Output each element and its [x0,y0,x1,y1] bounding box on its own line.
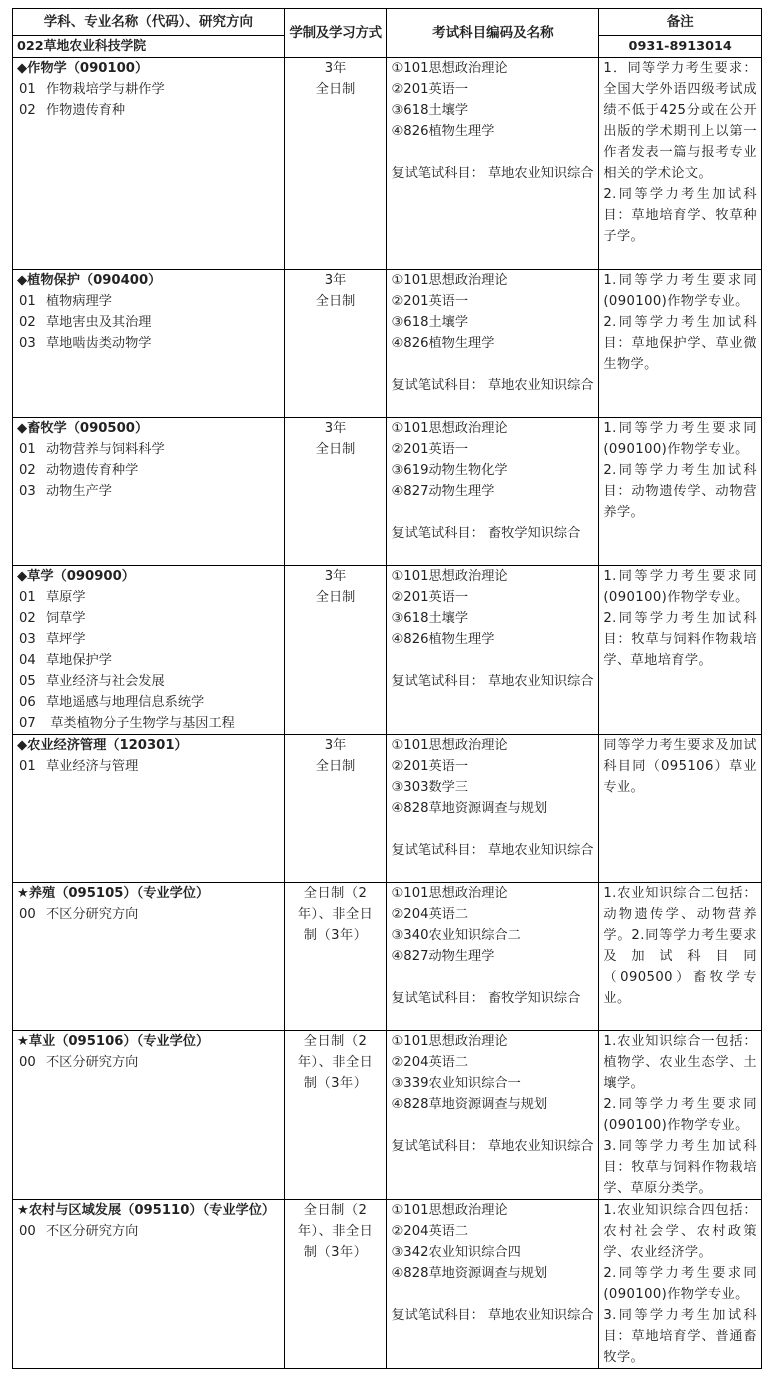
exam-subject: ①101思想政治理论 [391,421,508,436]
remarks [599,1200,762,1369]
direction-code: 02 [19,611,36,626]
direction-code: 04 [19,653,36,668]
direction-code: 01 [19,82,36,97]
exam-subject: ②201英语一 [391,294,469,309]
remarks [599,883,762,1031]
exam-subject: ①101思想政治理论 [391,886,508,901]
exam-subject: ④828草地资源调查与规划 [391,1266,548,1281]
direction-label: 草地啮齿类动物学 [46,336,152,351]
program-name: ★草业（095106）（专业学位） [17,1034,210,1049]
exam-subject: ②204英语二 [391,1224,469,1239]
study-mode [284,418,387,566]
study-mode-text: 全日制 [315,759,356,774]
direction-code: 03 [19,484,36,499]
study-mode [284,883,387,1031]
research-direction [17,629,280,650]
program-cell [13,1031,285,1200]
college-phone: 0931-8913014 [599,36,762,58]
exam-subjects [387,58,599,270]
exam-subject: ③619动物生物化学 [391,463,508,478]
exam-subjects [387,418,599,566]
exam-subject: ③339农业知识综合一 [391,1076,521,1091]
program-cell [13,883,285,1031]
program-name: ◆农业经济管理（120301） [17,738,188,753]
direction-code: 07 [19,716,36,731]
research-direction [17,692,280,713]
exam-subject: ③342农业知识综合四 [391,1245,521,1260]
direction-code: 01 [19,294,36,309]
remark-line: 1.同等学力考生要求同(090100)作物学专业。 [603,569,757,605]
direction-code: 00 [19,907,36,922]
exam-subjects [387,735,599,883]
program-row [13,58,762,270]
study-mode-text: 全日制（2年）、非全日制（3年） [297,1034,374,1091]
program-cell [13,58,285,270]
program-row [13,1200,762,1369]
study-mode [284,1031,387,1200]
exam-subject: ②204英语二 [391,907,469,922]
retest-subject: 复试笔试科目： 草地农业知识综合 [391,674,594,689]
research-direction [17,291,280,312]
study-mode-text: 全日制 [315,590,356,605]
research-direction [17,904,280,925]
college-name: 022草地农业科技学院 [13,36,285,58]
exam-subject: ④826植物生理学 [391,124,495,139]
exam-subjects [387,566,599,735]
direction-label: 草类植物分子生物学与基因工程 [46,716,235,731]
direction-label: 动物生产学 [46,484,112,499]
research-direction [17,333,280,354]
research-direction [17,650,280,671]
direction-code: 01 [19,590,36,605]
exam-subject: ③340农业知识综合二 [391,928,521,943]
header-exam-subjects: 考试科目编码及名称 [387,9,599,58]
remarks [599,58,762,270]
program-row [13,270,762,418]
exam-subject: ②204英语二 [391,1055,469,1070]
study-mode-text: 3年 [324,569,347,584]
retest-subject: 复试笔试科目： 草地农业知识综合 [391,378,594,393]
direction-code: 00 [19,1224,36,1239]
direction-label: 草业经济与管理 [46,759,139,774]
direction-code: 01 [19,759,36,774]
research-direction [17,1221,280,1242]
direction-code: 02 [19,103,36,118]
remark-line: 同等学力考生要求及加试科目同（095106）草业专业。 [603,738,757,795]
research-direction [17,671,280,692]
program-name: ◆畜牧学（090500） [17,421,149,436]
remarks [599,1031,762,1200]
study-mode [284,566,387,735]
remark-line: 2.同等学力考生加试科目：草地培育学、牧草种子学。 [603,187,757,244]
exam-subject: ③618土壤学 [391,315,469,330]
exam-subject: ③618土壤学 [391,611,469,626]
direction-code: 05 [19,674,36,689]
program-cell [13,418,285,566]
remark-line: 1.农业知识综合二包括：动物遗传学、动物营养学。2.同等学力考生要求及加试科目同（090500）畜牧学专业。 [603,886,757,1006]
program-cell [13,566,285,735]
research-direction [17,713,280,734]
direction-label: 动物遗传育种学 [46,463,139,478]
remark-line: 1.同等学力考生要求同(090100)作物学专业。 [603,273,757,309]
remarks [599,270,762,418]
exam-subject: ①101思想政治理论 [391,569,508,584]
direction-label: 饲草学 [46,611,86,626]
program-row [13,418,762,566]
exam-subjects [387,883,599,1031]
study-mode-text: 3年 [324,273,347,288]
retest-subject: 复试笔试科目： 草地农业知识综合 [391,843,594,858]
program-name: ◆作物学（090100） [17,61,149,76]
remark-line: 1.同等学力考生要求同(090100)作物学专业。 [603,421,757,457]
direction-code: 03 [19,336,36,351]
research-direction [17,79,280,100]
remark-line: 2.同等学力考生加试科目：动物遗传学、动物营养学。 [603,463,757,520]
research-direction [17,100,280,121]
header-program: 学科、专业名称（代码）、研究方向 [13,9,285,36]
retest-subject: 复试笔试科目： 畜牧学知识综合 [391,526,581,541]
direction-label: 草地害虫及其治理 [46,315,152,330]
research-direction [17,460,280,481]
direction-label: 动物营养与饲料科学 [46,442,165,457]
direction-label: 草原学 [46,590,86,605]
exam-subject: ①101思想政治理论 [391,1034,508,1049]
exam-subject: ④826植物生理学 [391,632,495,647]
direction-label: 草地保护学 [46,653,112,668]
remarks [599,566,762,735]
research-direction [17,587,280,608]
exam-subject: ②201英语一 [391,590,469,605]
research-direction [17,481,280,502]
exam-subject: ③618土壤学 [391,103,469,118]
exam-subject: ②201英语一 [391,82,469,97]
remarks [599,418,762,566]
program-cell [13,270,285,418]
research-direction [17,608,280,629]
direction-label: 不区分研究方向 [46,1224,139,1239]
exam-subject: ①101思想政治理论 [391,273,508,288]
study-mode [284,270,387,418]
exam-subjects [387,270,599,418]
direction-code: 00 [19,1055,36,1070]
direction-label: 草业经济与社会发展 [46,674,165,689]
program-cell [13,1200,285,1369]
exam-subject: ①101思想政治理论 [391,738,508,753]
enrollment-table [12,8,762,1369]
remark-line: 3.同等学力考生加试科目：草地培育学、普通畜牧学。 [603,1308,757,1365]
direction-code: 02 [19,315,36,330]
direction-code: 02 [19,463,36,478]
program-row [13,566,762,735]
direction-label: 作物栽培学与耕作学 [46,82,165,97]
program-row [13,883,762,1031]
exam-subject: ②201英语一 [391,442,469,457]
research-direction [17,1052,280,1073]
program-row [13,1031,762,1200]
study-mode-text: 全日制 [315,442,356,457]
study-mode-text: 3年 [324,421,347,436]
header-study-mode: 学制及学习方式 [284,9,387,58]
exam-subjects [387,1200,599,1369]
program-row [13,735,762,883]
remark-line: 2.同等学力考生加试科目：牧草与饲料作物栽培学、草地培育学。 [603,611,757,668]
remark-line: 1．同等学力考生要求：全国大学外语四级考试成绩不低于425分或在公开出版的学术期刊上以第一作者发表一篇与报考专业相关的学术论文。 [603,61,757,181]
remark-line: 1.农业知识综合四包括：农村社会学、农村政策学、农业经济学。 [603,1203,757,1260]
direction-code: 06 [19,695,36,710]
direction-code: 03 [19,632,36,647]
remark-line: 2.同等学力考生要求同(090100)作物学专业。 [603,1266,757,1302]
program-name: ◆植物保护（090400） [17,273,162,288]
direction-label: 草坪学 [46,632,86,647]
retest-subject: 复试笔试科目： 畜牧学知识综合 [391,991,581,1006]
remarks [599,735,762,883]
study-mode-text: 全日制 [315,82,356,97]
retest-subject: 复试笔试科目： 草地农业知识综合 [391,166,594,181]
study-mode-text: 全日制（2年）、非全日制（3年） [297,886,374,943]
research-direction [17,439,280,460]
research-direction [17,312,280,333]
exam-subject: ④827动物生理学 [391,484,495,499]
exam-subject: ④826植物生理学 [391,336,495,351]
exam-subject: ④828草地资源调查与规划 [391,801,548,816]
study-mode [284,58,387,270]
exam-subject: ④827动物生理学 [391,949,495,964]
remark-line: 3.同等学力考生加试科目：牧草与饲料作物栽培学、草原分类学。 [603,1139,757,1196]
research-direction [17,756,280,777]
study-mode-text: 3年 [324,61,347,76]
retest-subject: 复试笔试科目： 草地农业知识综合 [391,1139,594,1154]
exam-subject: ②201英语一 [391,759,469,774]
study-mode-text: 全日制 [315,294,356,309]
study-mode [284,735,387,883]
direction-label: 草地遥感与地理信息系统学 [46,695,205,710]
program-name: ★农村与区域发展（095110）（专业学位） [17,1203,276,1218]
study-mode-text: 全日制（2年）、非全日制（3年） [297,1203,374,1260]
exam-subjects [387,1031,599,1200]
exam-subject: ①101思想政治理论 [391,61,508,76]
remark-line: 2.同等学力考生加试科目：草地保护学、草业微生物学。 [603,315,757,372]
direction-label: 植物病理学 [46,294,112,309]
direction-label: 作物遗传育种 [46,103,126,118]
direction-code: 01 [19,442,36,457]
program-name: ★养殖（095105）（专业学位） [17,886,210,901]
direction-label: 不区分研究方向 [46,1055,139,1070]
exam-subject: ④828草地资源调查与规划 [391,1097,548,1112]
program-cell [13,735,285,883]
retest-subject: 复试笔试科目： 草地农业知识综合 [391,1308,594,1323]
remark-line: 1.农业知识综合一包括：植物学、农业生态学、土壤学。 [603,1034,757,1091]
study-mode [284,1200,387,1369]
direction-label: 不区分研究方向 [46,907,139,922]
program-name: ◆草学（090900） [17,569,135,584]
exam-subject: ①101思想政治理论 [391,1203,508,1218]
exam-subject: ③303数学三 [391,780,469,795]
remark-line: 2.同等学力考生要求同(090100)作物学专业。 [603,1097,757,1133]
header-remarks: 备注 [599,9,762,36]
study-mode-text: 3年 [324,738,347,753]
